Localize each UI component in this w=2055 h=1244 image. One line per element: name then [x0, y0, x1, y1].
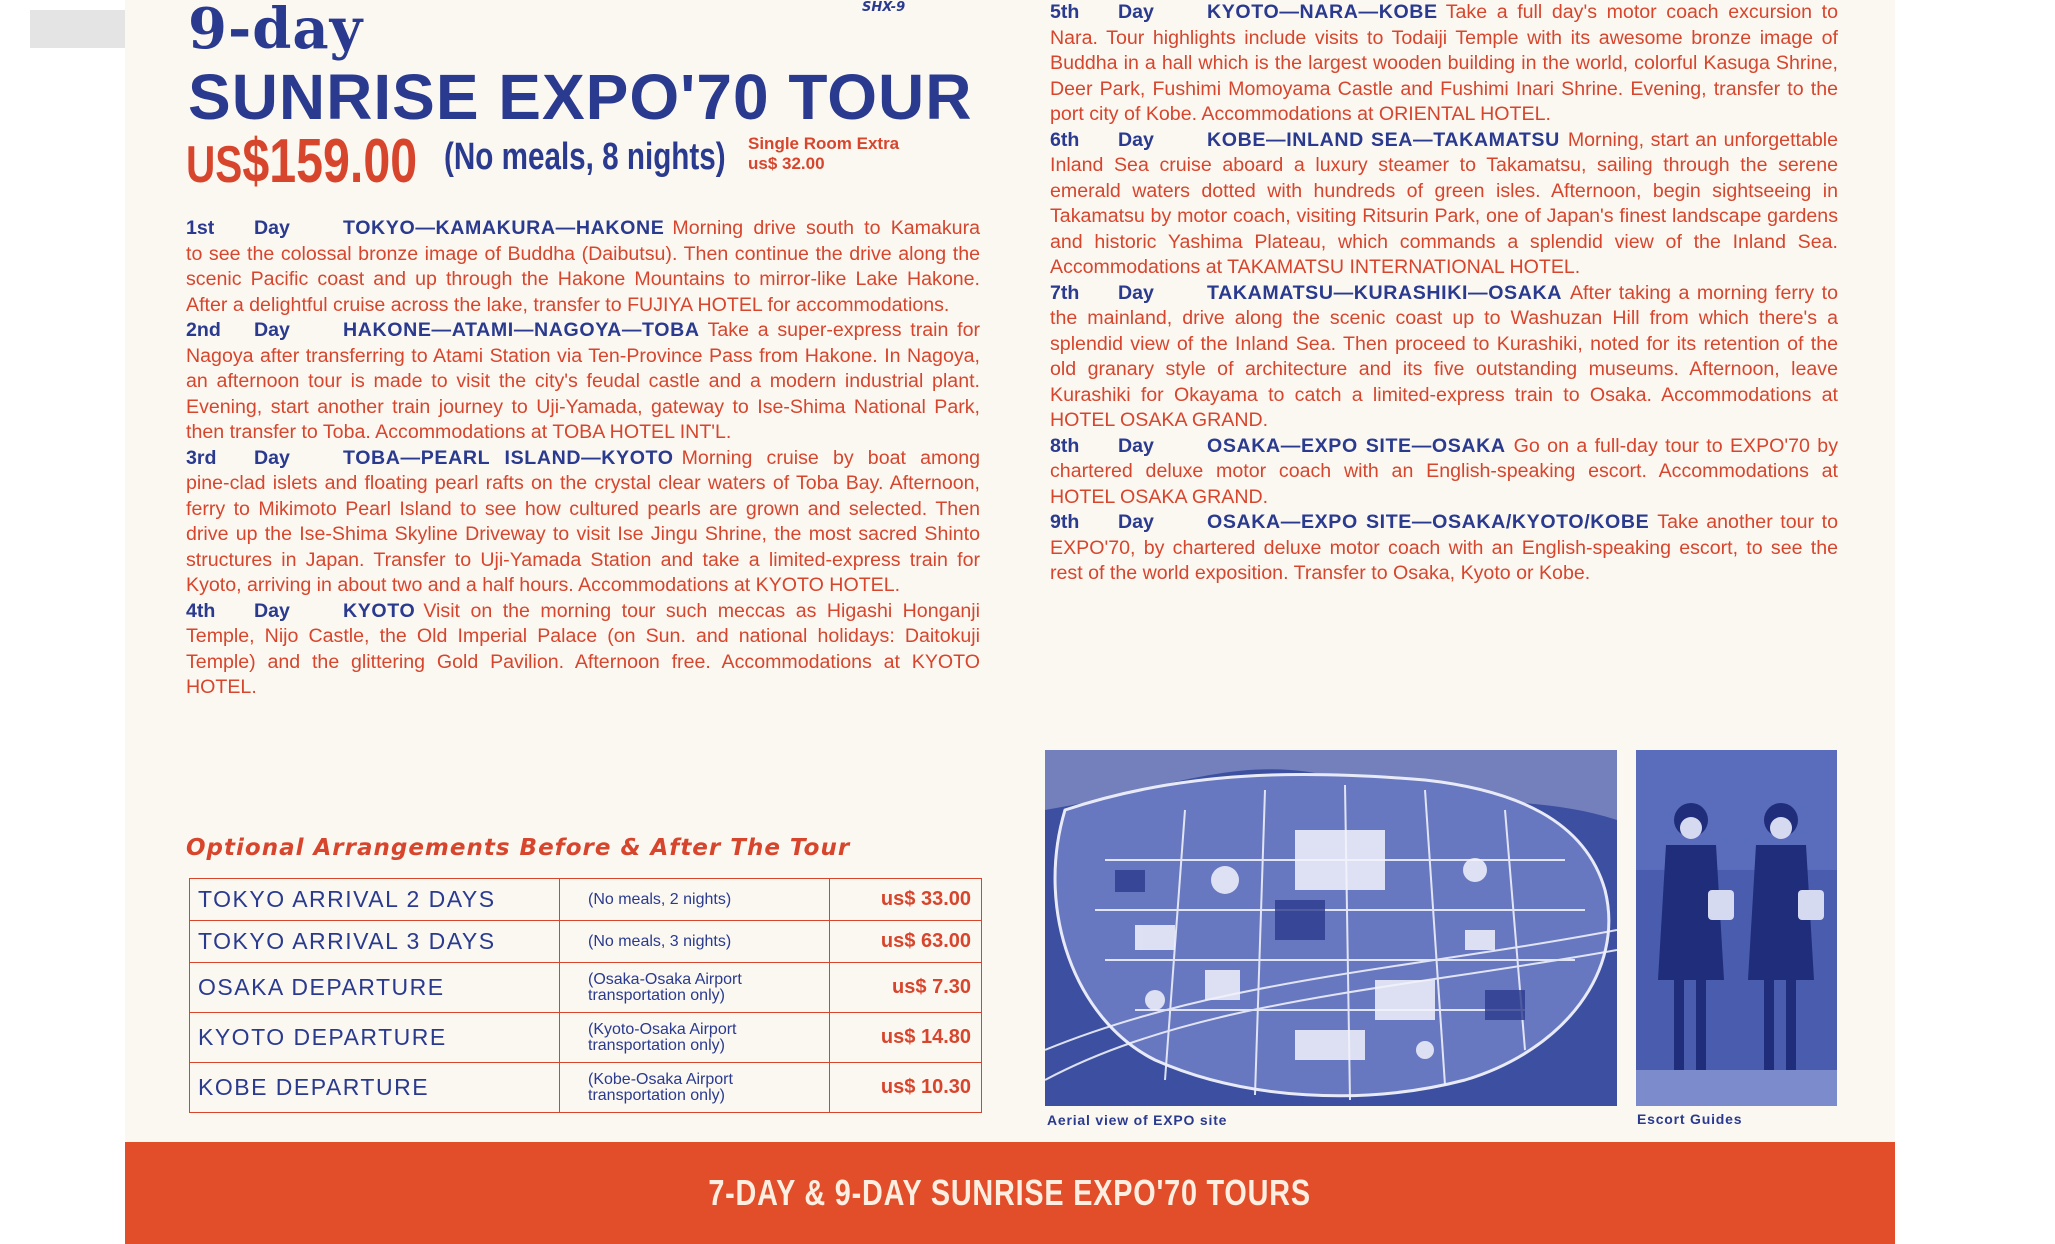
day-unit: Day	[1118, 281, 1154, 304]
single-room-extra	[748, 134, 899, 174]
arrangement-name: OSAKA DEPARTURE	[190, 963, 560, 1013]
day-unit: Day	[254, 446, 290, 469]
tour-code: SHX-9	[862, 0, 906, 15]
arrangement-note: (No meals, 3 nights)	[560, 921, 830, 963]
arrangement-price: us$ 7.30	[830, 963, 982, 1013]
price-currency: US	[186, 136, 243, 194]
day-description: Take a super-express train for Nagoya after transferring to Atami Station via Ten-Province Pass from Hakone. In Nagoya, an afternoon tour is made to visit the city's feudal castle and a modern industrial plant. Evening, start another train journey to Uji-Yamada, gateway to Ise-Shima National Park, then transfer to Toba. Accommodations at TOBA HOTEL INT'L.	[186, 319, 980, 443]
table-row	[190, 1013, 982, 1063]
day-number: 7th	[1050, 281, 1080, 304]
day-description: Take a full day's motor coach excursion to Nara. Tour highlights include visits to Todaiji Temple with its awesome bronze image of Buddha in a hall which is the largest wooden building in the world, colorful Kasuga Shrine, Deer Park, Fushimi Momoyama Castle and Fushimi Inari Shrine. Evening, transfer to the port city of Kobe. Accommodations at ORIENTAL HOTEL.	[1050, 1, 1838, 125]
tour-duration: 9-day	[188, 0, 364, 62]
table-row	[190, 963, 982, 1013]
day-number: 5th	[1050, 1, 1080, 23]
day-route: OSAKA—EXPO SITE—OSAKA	[1207, 434, 1506, 457]
day-route: TOBA—PEARL ISLAND—KYOTO	[343, 446, 674, 469]
day-description: Morning, start an unforgettable Inland Sea cruise aboard a luxury steamer to Takamatsu, sailing through the serene emerald waters dotted with hundreds of green isles. Afternoon, begin sightseeing in Takamatsu by motor coach, visiting Ritsurin Park, one of Japan's finest landscape gardens and historic Yashima Plateau, which commands a splendid view of the Inland Sea. Accommodations at TAKAMATSU INTERNATIONAL HOTEL.	[1050, 128, 1838, 278]
escort-guides-photo	[1636, 750, 1837, 1106]
itinerary-day	[186, 216, 980, 318]
day-description: Take another tour to EXPO'70, by chartered deluxe motor coach with an English-speaking escort, to see the rest of the world exposition. Transfer to Osaka, Kyoto or Kobe.	[1050, 511, 1838, 584]
arrangement-note: (Kobe-Osaka Airport transportation only)	[560, 1063, 830, 1113]
itinerary-left-column	[186, 216, 980, 701]
itinerary-day	[186, 318, 980, 446]
arrangement-name: TOKYO ARRIVAL 3 DAYS	[190, 921, 560, 963]
day-number: 6th	[1050, 128, 1080, 151]
footer-banner-text: 7-DAY & 9-DAY SUNRISE EXPO'70 TOURS	[708, 1172, 1312, 1213]
day-description: Morning drive south to Kamakura to see the colossal bronze image of Buddha (Daibutsu). Then continue the drive along the scenic Pacific coast and up through the Hakone Mountains to mirror-like Lake Hakone. After a delightful cruise across the lake, transfer to FUJIYA HOTEL for accommodations.	[186, 217, 980, 316]
day-number: 4th	[186, 599, 216, 622]
day-route: KYOTO	[343, 599, 416, 622]
aerial-expo-photo	[1045, 750, 1617, 1106]
tour-title: SUNRISE EXPO'70 TOUR	[188, 61, 973, 133]
day-unit: Day	[1118, 434, 1154, 457]
table-row	[190, 879, 982, 921]
tour-price	[186, 126, 417, 197]
single-room-label: Single Room Extra	[748, 134, 900, 153]
day-number: 1st	[186, 217, 215, 239]
day-unit: Day	[1118, 1, 1154, 23]
arrangement-price: us$ 10.30	[830, 1063, 982, 1113]
day-route: HAKONE—ATAMI—NAGOYA—TOBA	[343, 319, 700, 341]
itinerary-right-column	[1050, 0, 1838, 587]
arrangement-note: (Kyoto-Osaka Airport transportation only)	[560, 1013, 830, 1063]
day-route: TOKYO—KAMAKURA—HAKONE	[343, 217, 665, 239]
day-route: KYOTO—NARA—KOBE	[1207, 1, 1438, 23]
day-route: KOBE—INLAND SEA—TAKAMATSU	[1207, 128, 1560, 151]
itinerary-day	[186, 599, 980, 701]
escort-guides-illustration	[1636, 750, 1837, 1106]
aerial-caption: Aerial view of EXPO site	[1047, 1112, 1228, 1128]
optional-arrangements-table	[189, 878, 982, 1113]
arrangement-price: us$ 33.00	[830, 879, 982, 921]
day-description: Visit on the morning tour such meccas as Higashi Honganji Temple, Nijo Castle, the Old Imperial Palace (on Sun. and national holidays: Daitokuji Temple) and the glittering Gold Pavilion. Afternoon free. Accommodations at KYOTO HOTEL.	[186, 599, 980, 698]
footer-banner	[125, 1142, 1895, 1244]
arrangement-name: KYOTO DEPARTURE	[190, 1013, 560, 1063]
table-row	[190, 921, 982, 963]
single-room-price: us$ 32.00	[748, 154, 825, 173]
day-number: 2nd	[186, 319, 221, 341]
price-amount: $159.00	[242, 127, 418, 196]
arrangement-note: (Osaka-Osaka Airport transportation only)	[560, 963, 830, 1013]
aerial-expo-illustration	[1045, 750, 1617, 1106]
itinerary-day	[1050, 281, 1838, 434]
day-number: 9th	[1050, 511, 1080, 533]
itinerary-day	[1050, 128, 1838, 281]
day-description: Go on a full-day tour to EXPO'70 by chartered deluxe motor coach with an English-speaking escort. Accommodations at HOTEL OSAKA GRAND.	[1050, 434, 1838, 508]
day-number: 3rd	[186, 446, 217, 469]
day-unit: Day	[254, 319, 290, 341]
day-number: 8th	[1050, 434, 1080, 457]
optional-arrangements-title: Optional Arrangements Before & After The Tour	[186, 835, 851, 861]
itinerary-day	[1050, 434, 1838, 511]
escort-guides-caption: Escort Guides	[1637, 1111, 1743, 1127]
day-route: TAKAMATSU—KURASHIKI—OSAKA	[1207, 281, 1562, 304]
table-row	[190, 1063, 982, 1113]
itinerary-day	[1050, 0, 1838, 128]
arrangement-note: (No meals, 2 nights)	[560, 879, 830, 921]
day-description: After taking a morning ferry to the mainland, drive along the scenic coast up to Washuzan Hill from which there's a splendid view of the Inland Sea. Then proceed to Kurashiki, noted for its retention of the old granary style of architecture and its five outstanding museums. Afternoon, leave Kurashiki for Okayama to catch a limited-express train to Osaka. Accommodations at HOTEL OSAKA GRAND.	[1050, 281, 1838, 431]
arrangement-name: TOKYO ARRIVAL 2 DAYS	[190, 879, 560, 921]
arrangement-name: KOBE DEPARTURE	[190, 1063, 560, 1113]
scan-corner-mark	[30, 10, 125, 48]
day-description: Morning cruise by boat among pine-clad islets and floating pearl rafts on the crystal clear waters of Toba Bay. Afternoon, ferry to Mikimoto Pearl Island to see how cultured pearls are grown and selected. Then drive up the Ise-Shima Skyline Driveway to visit Ise Jingu Shrine, the most sacred Shinto structures in Japan. Transfer to Uji-Yamada Station and take a limited-express train for Kyoto, arriving in about two and a half hours. Accommodations at KYOTO HOTEL.	[186, 446, 980, 596]
day-unit: Day	[1118, 128, 1154, 151]
arrangement-price: us$ 63.00	[830, 921, 982, 963]
arrangement-price: us$ 14.80	[830, 1013, 982, 1063]
day-route: OSAKA—EXPO SITE—OSAKA/KYOTO/KOBE	[1207, 511, 1650, 533]
day-unit: Day	[254, 599, 290, 622]
itinerary-day	[1050, 510, 1838, 587]
price-note: (No meals, 8 nights)	[444, 136, 726, 178]
day-unit: Day	[1118, 511, 1154, 533]
itinerary-day	[186, 446, 980, 599]
day-unit: Day	[254, 217, 290, 239]
